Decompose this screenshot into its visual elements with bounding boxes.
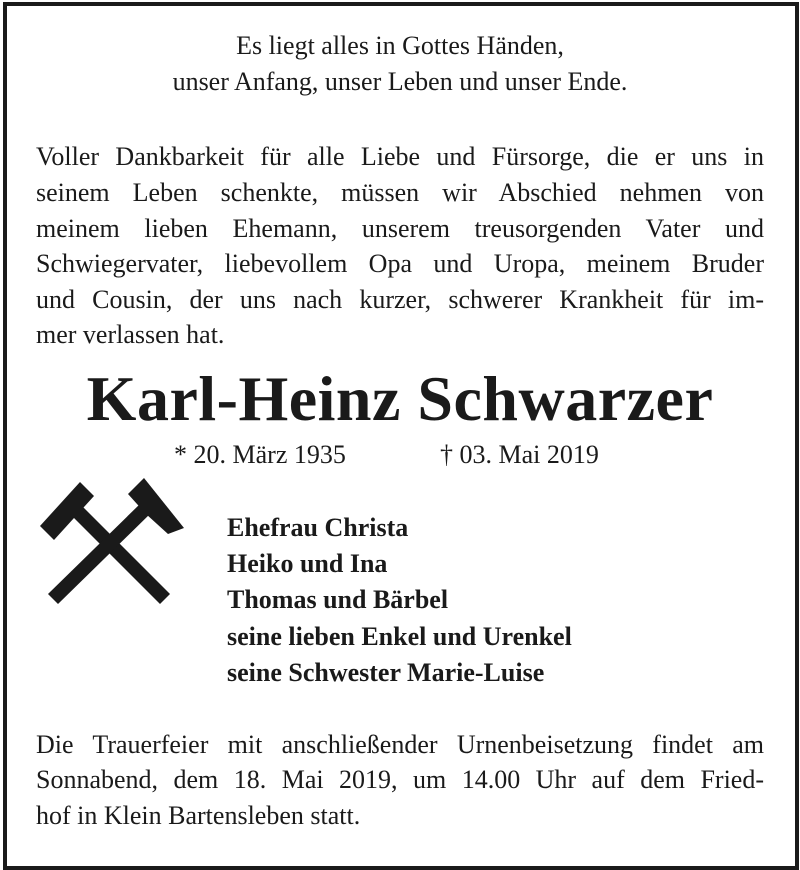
message-line: Schwiegervater, liebevollem Opa und Uropa, meinem Bruder (36, 249, 764, 278)
deceased-name: Karl-Heinz Schwarzer (86, 363, 714, 434)
death-date: † 03. Mai 2019 (440, 440, 599, 469)
message-line: Voller Dankbarkeit für alle Liebe und Fürsorge, die er uns in (36, 142, 764, 171)
mourner-line: seine lieben Enkel und Urenkel (227, 622, 572, 651)
verse-line-2: unser Anfang, unser Leben und unser Ende. (172, 67, 628, 96)
message-line: und Cousin, der uns nach kurzer, schwerer Krankheit für im- (36, 285, 764, 314)
mourner-line: seine Schwester Marie-Luise (227, 658, 545, 687)
message-line: mer verlassen hat. (36, 320, 225, 349)
crossed-hammers-icon (36, 474, 186, 608)
verse-line-1: Es liegt alles in Gottes Händen, (236, 31, 564, 60)
birth-date: * 20. März 1935 (174, 440, 346, 469)
message-line: seinem Leben schenkte, müssen wir Abschied nehmen von (36, 178, 764, 207)
funeral-line: Sonnabend, dem 18. Mai 2019, um 14.00 Uhr auf dem Fried- (36, 765, 764, 794)
funeral-line: hof in Klein Bartensleben statt. (36, 801, 361, 830)
mourner-line: Heiko und Ina (227, 549, 388, 578)
mourner-line: Thomas und Bärbel (227, 585, 449, 614)
message-line: meinem lieben Ehemann, unserem treusorgenden Vater und (36, 214, 764, 243)
mourner-line: Ehefrau Christa (227, 513, 409, 542)
funeral-line: Die Trauerfeier mit anschließender Urnenbeisetzung findet am (36, 730, 764, 759)
